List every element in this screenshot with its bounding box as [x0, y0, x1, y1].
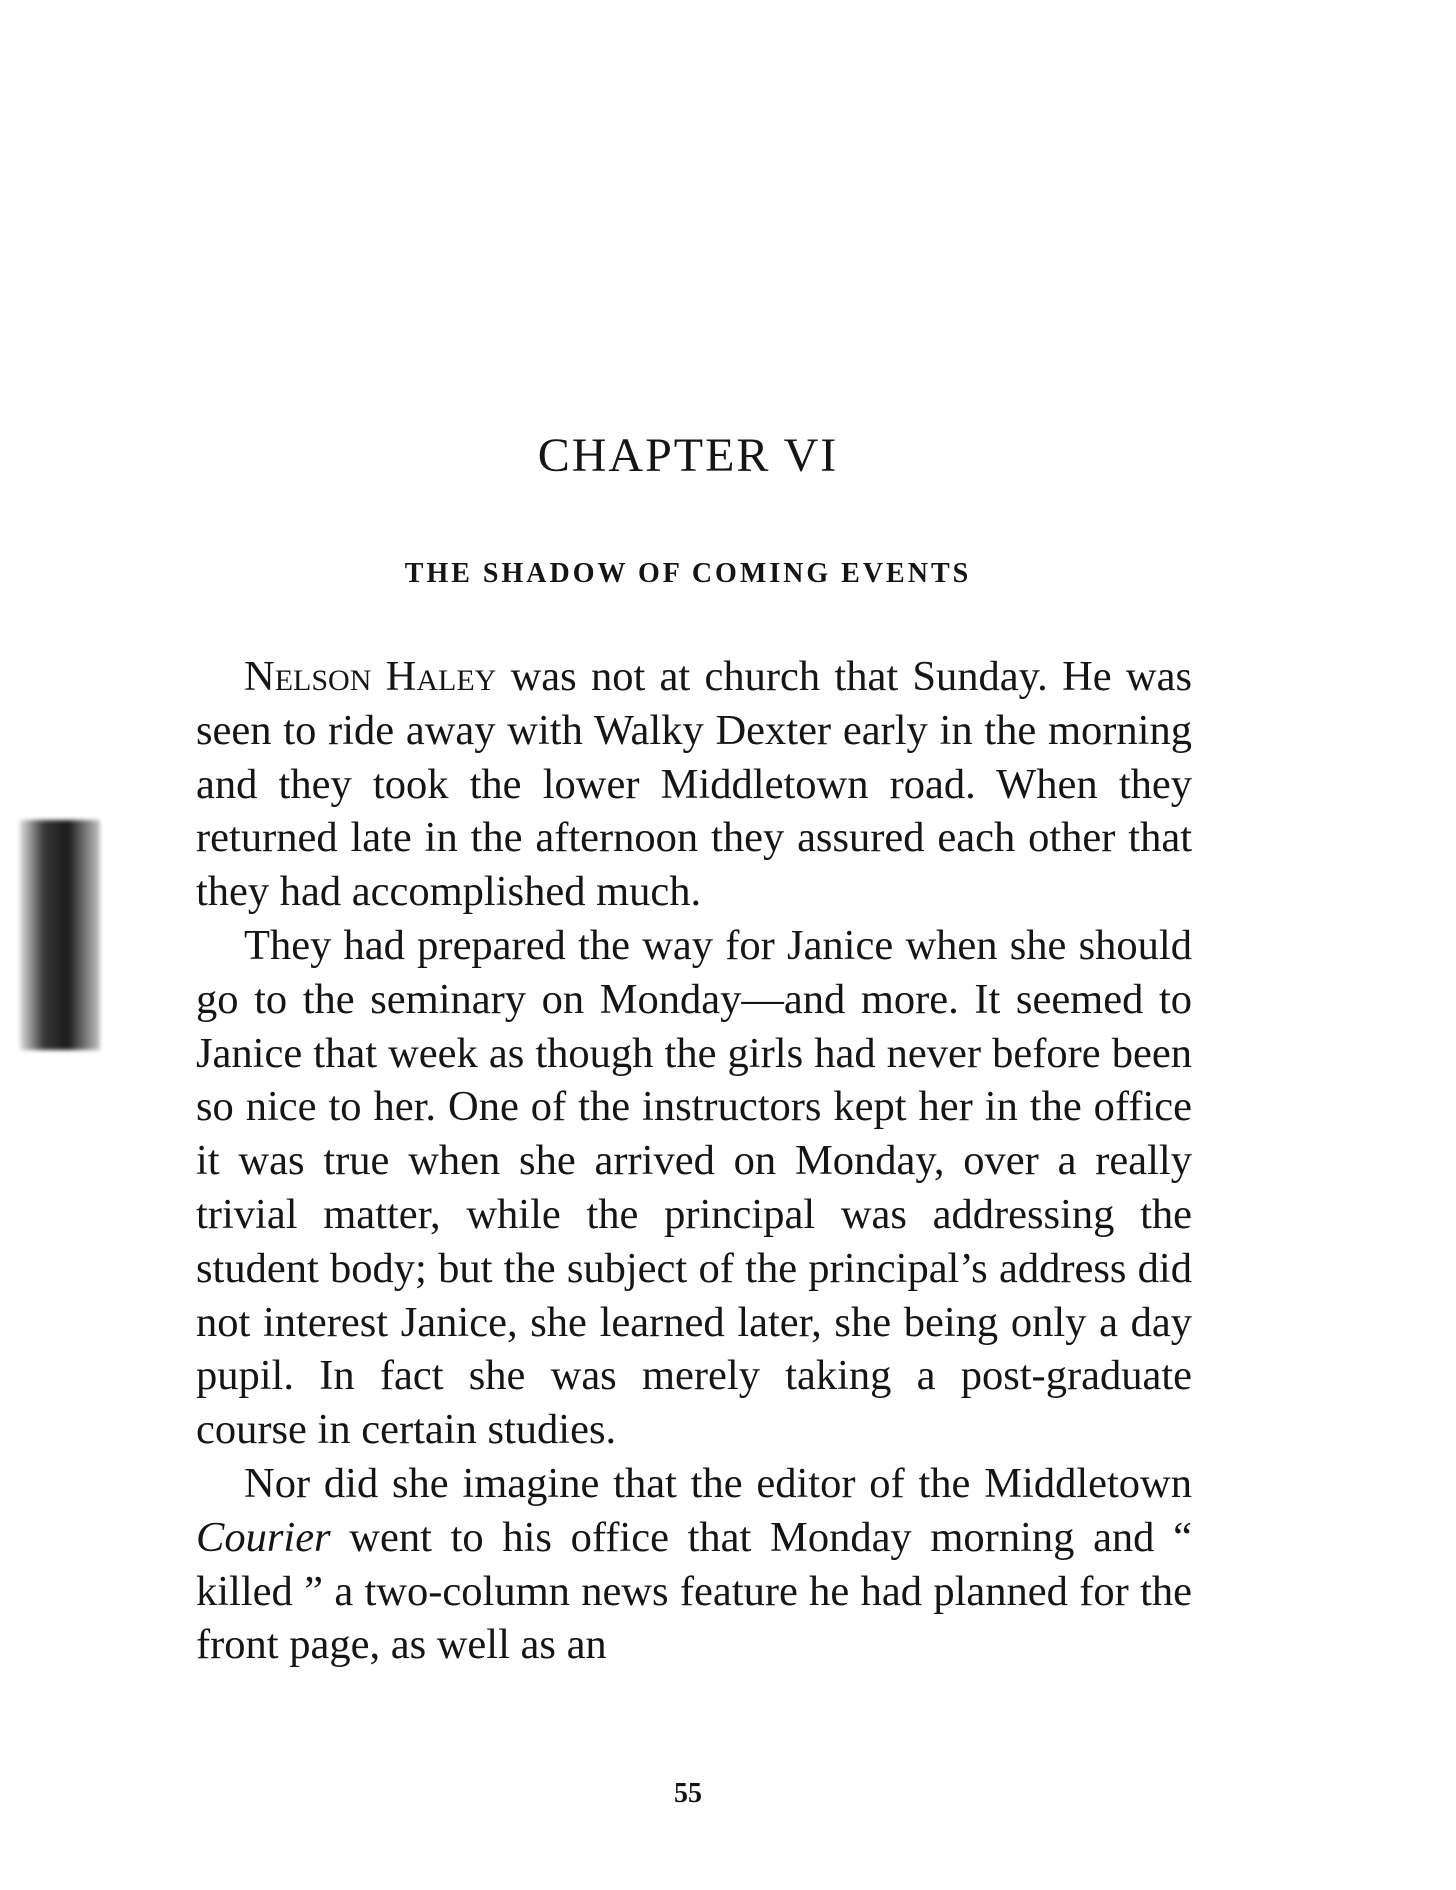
chapter-body	[196, 650, 1192, 1672]
paragraph-3-after: went to his office that Monday morning and “ killed ” a two-column news feature he had planned for the front page, as well as an	[196, 1513, 1192, 1669]
paragraph-3	[196, 1457, 1192, 1672]
chapter-title: CHAPTER VI	[537, 429, 839, 482]
newspaper-name: Courier	[196, 1513, 331, 1561]
paragraph-3-before: Nor did she imagine that the editor of the Middletown	[244, 1459, 1192, 1507]
scan-margin-smudge	[20, 820, 100, 1050]
paragraph-1	[196, 650, 1192, 919]
paragraph-2: They had prepared the way for Janice when she should go to the seminary on Monday—and more. It seemed to Janice that week as though the girls had never before been so nice to her. One of the instructors kept her in the office it was true when she arrived on Monday, over a really trivial matter, while the principal was addressing the student body; but the subject of the principal’s address did not interest Janice, she learned later, she being only a day pupil. In fact she was merely taking a post-graduate course in certain studies.	[196, 921, 1192, 1454]
chapter-subtitle: THE SHADOW OF COMING EVENTS	[404, 558, 972, 589]
lead-name: Nelson Haley	[244, 653, 497, 700]
page-number: 55	[674, 1778, 702, 1809]
paragraph-1-text: was not at church that Sunday. He was seen to ride away with Walky Dexter early in the morning and they took the lower Middletown road. When they returned late in the afternoon they assured each other that they had accomplished much.	[196, 653, 1192, 916]
